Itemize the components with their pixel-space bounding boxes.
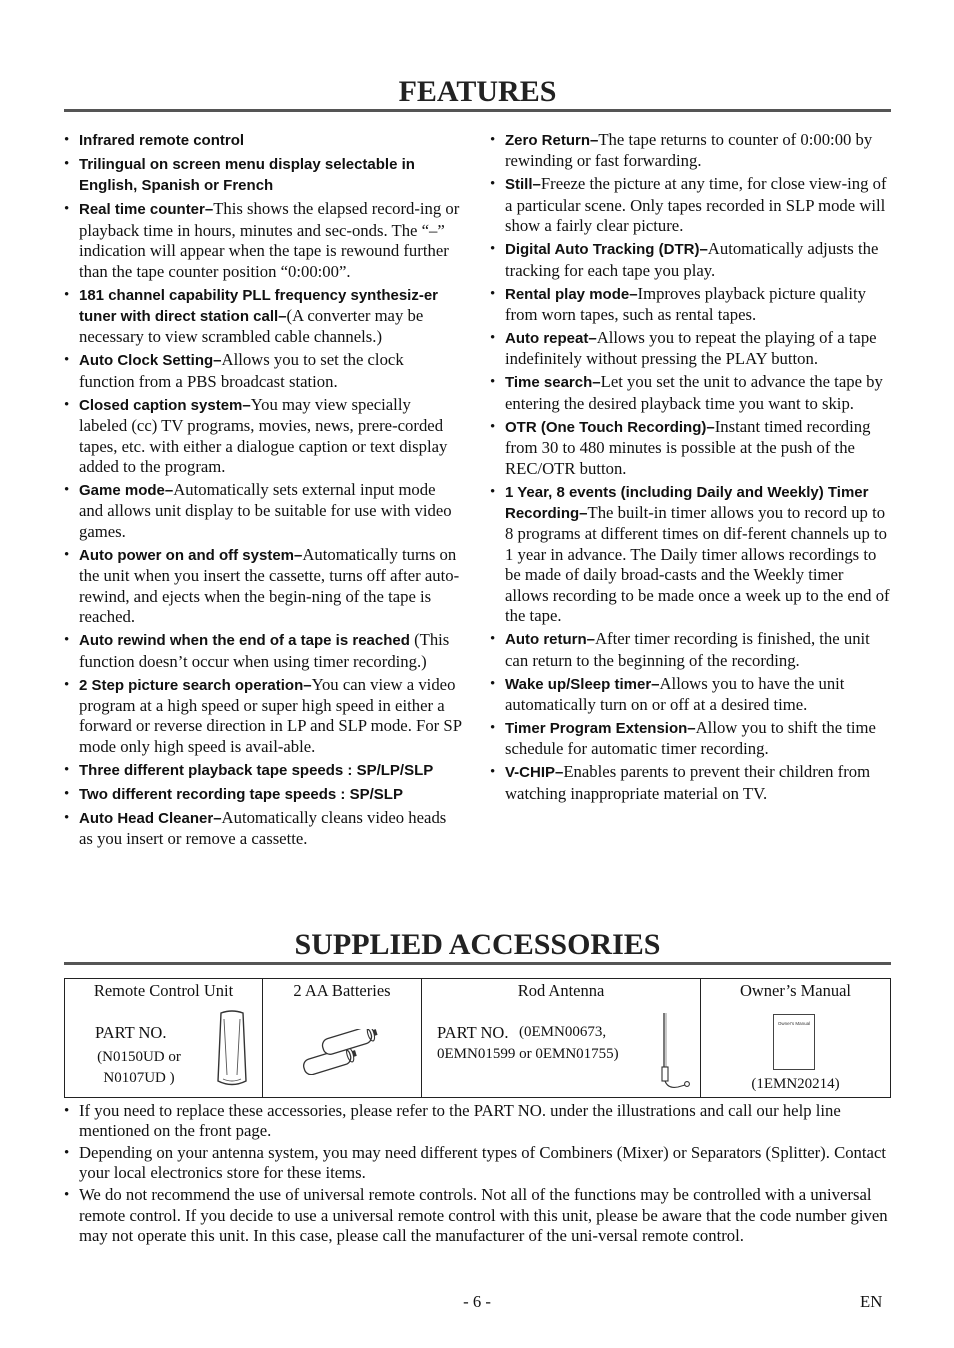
feature-name: 181 channel capability PLL frequency synthesiz-er tuner with direct station call– — [79, 286, 439, 326]
feature-item — [490, 674, 891, 716]
feature-name: 1 Year, 8 events (including Daily and Weekly) Timer Recording– — [505, 483, 869, 523]
features-right-list — [490, 130, 891, 807]
feature-description: Instant timed recording from 30 to 480 minutes is possible at the push of the REC/OTR button. — [505, 416, 871, 478]
feature-item — [64, 675, 463, 758]
feature-item — [64, 760, 463, 781]
feature-item — [64, 130, 463, 151]
feature-item — [490, 130, 891, 172]
feature-description: Automatically cleans video heads as you insert or remove a cassette. — [79, 807, 447, 849]
feature-name: Zero Return– — [505, 132, 599, 149]
feature-description: The tape returns to counter of 0:00:00 by rewinding or fast forwarding. — [505, 130, 873, 171]
feature-description: You may view specially labeled (cc) TV programs, movies, news, prere-corded tapes, etc. with either a dialogue caption or text display added to the program. — [79, 394, 448, 477]
feature-name: Auto repeat– — [505, 330, 597, 348]
feature-item — [64, 285, 463, 348]
feature-name: Auto rewind when the end of a tape is reached — [79, 632, 410, 650]
feature-description: This shows the elapsed record-ing or playback time in hours, minutes and sec-onds. The “–” indication will appear when the tape is rewound further than the tape counter position “0:00:00”. — [79, 199, 460, 281]
feature-item — [490, 239, 891, 281]
feature-description: Enables parents to prevent their children from watching inappropriate material on TV. — [505, 762, 871, 803]
feature-item — [64, 545, 463, 628]
feature-item — [490, 284, 891, 326]
feature-name: Digital Auto Tracking (DTR)– — [505, 241, 708, 259]
feature-description: (A converter may be necessary to view scrambled cable channels.) — [79, 306, 424, 347]
accessories-rule — [64, 962, 891, 965]
feature-description: (This function doesn’t occur when using timer recording.) — [79, 630, 450, 671]
feature-description: Improves playback picture quality from worn tapes, such as rental tapes. — [505, 283, 866, 325]
accessory-notes — [64, 1101, 891, 1248]
feature-description: Let you set the unit to advance the tape by entering the desired playback time you want to skip. — [505, 372, 883, 413]
page-number: - 6 - — [463, 1292, 491, 1311]
accessory-remote — [65, 979, 263, 1098]
feature-item — [490, 718, 891, 760]
feature-name: Auto Clock Setting– — [79, 352, 222, 370]
feature-name: Two different recording tape speeds : SP/SLP — [79, 785, 403, 803]
feature-description: Allows you to have the unit automatically turn on or off at a desired time. — [505, 673, 845, 714]
manual-name: Owner’s Manual — [739, 981, 852, 1000]
features-left-list — [64, 130, 463, 852]
feature-name: Rental play mode– — [505, 285, 638, 303]
feature-name: OTR (One Touch Recording)– — [505, 418, 715, 436]
feature-item — [490, 482, 891, 627]
feature-name: Auto Head Cleaner– — [79, 809, 222, 827]
remote-part-label: PART NO. — [95, 1023, 167, 1042]
feature-item — [490, 417, 891, 479]
feature-name: Three different playback tape speeds : SP/LP/SLP — [79, 761, 434, 779]
language-code: EN — [860, 1292, 883, 1311]
feature-name: Real time counter– — [79, 201, 214, 219]
feature-item — [490, 372, 891, 414]
feature-name: Trilingual on screen menu display selectable in English, Spanish or French — [79, 156, 415, 195]
feature-item — [490, 174, 891, 236]
features-title: FEATURES — [398, 75, 557, 108]
feature-item — [64, 199, 463, 282]
antenna-icon — [654, 1011, 694, 1093]
feature-description: Automatically adjusts the tracking for each tape you play. — [505, 239, 879, 280]
feature-description: You can view a video program at a high speed or super high speed in either a forward or reverse direction in LP and SLP mode. For SP mode only high speed is avail-able. — [79, 674, 462, 756]
feature-description: Automatically turns on the unit when you insert the cassette, turns off after auto-rewind, and ejects when the begin-ning of the tape is reached. — [79, 544, 460, 627]
feature-name: Infrared remote control — [79, 132, 245, 149]
feature-name: V-CHIP– — [505, 764, 564, 782]
feature-description: Automatically sets external input mode and allows unit display to be suitable for use with video games. — [79, 480, 452, 541]
feature-name: Closed caption system– — [79, 396, 251, 414]
accessory-antenna — [422, 979, 701, 1098]
batteries-icon — [295, 1029, 389, 1075]
feature-description: The built-in timer allows you to record up to 8 programs at different times on dif-ferent channels up to 1 year in advance. The Daily timer allows recordings to be made of daily broad-casts and the Weekly timer allows recording to be made once a week up to the end of the tape. — [505, 503, 890, 626]
feature-item — [64, 154, 463, 197]
feature-description: Freeze the picture at any time, for close view-ing of a particular scene. Only tapes recorded in SLP mode will show a fairly clear picture. — [505, 174, 887, 236]
remote-part-numbers: (N0150UD or N0107UD ) — [97, 1049, 181, 1086]
antenna-part-numbers-1: (0EMN00673, — [519, 1024, 607, 1040]
feature-item — [64, 480, 463, 542]
feature-description: Allows you to set the clock function from a PBS broadcast station. — [79, 350, 404, 391]
remote-name: Remote Control Unit — [93, 981, 234, 1000]
feature-item — [64, 630, 463, 672]
feature-name: Timer Program Extension– — [505, 719, 696, 737]
accessory-batteries — [263, 979, 422, 1098]
feature-item — [490, 328, 891, 370]
feature-item — [490, 629, 891, 671]
note-item: • If you need to replace these accessories, please refer to the PART NO. under the illustrations and call our help line mentioned on the front page. — [64, 1101, 891, 1141]
feature-description: Allow you to shift the time schedule for automatic timer recording. — [505, 717, 876, 759]
feature-name: Auto power on and off system– — [79, 546, 303, 564]
feature-item — [490, 762, 891, 804]
accessory-manual — [701, 979, 891, 1098]
feature-name: Still– — [505, 176, 541, 194]
feature-name: Game mode– — [79, 482, 174, 500]
feature-name: Auto return– — [505, 631, 595, 649]
note-item: • Depending on your antenna system, you may need different types of Combiners (Mixer) or Separators (Splitter). Contact your local electronics store for these items. — [64, 1143, 891, 1183]
note-item: • We do not recommend the use of universal remote controls. Not all of the functions may be controlled with a universal remote control. If you decide to use a universal remote control with this unit, please be aware that the code number given may not operate this unit. In this case, please call the manufacturer of the uni-versal remote control. — [64, 1185, 891, 1246]
antenna-name: Rod Antenna — [517, 981, 605, 1000]
antenna-part-numbers-2: 0EMN01599 or 0EMN01755) — [437, 1046, 619, 1062]
manual-book-icon — [773, 1014, 815, 1070]
antenna-part-label: PART NO. — [437, 1023, 509, 1042]
feature-item — [64, 808, 463, 850]
feature-item — [64, 350, 463, 392]
feature-name: Wake up/Sleep timer– — [505, 675, 660, 693]
feature-name: 2 Step picture search operation– — [79, 676, 312, 694]
batteries-name: 2 AA Batteries — [293, 981, 391, 1000]
features-rule — [64, 109, 891, 112]
accessories-title: SUPPLIED ACCESSORIES — [294, 928, 661, 961]
remote-control-icon — [215, 1009, 249, 1089]
feature-item — [64, 784, 463, 805]
feature-description: Allows you to repeat the playing of a tape indefinitely without pressing the PLAY button. — [505, 328, 877, 369]
feature-description: After timer recording is finished, the unit can return to the beginning of the recording. — [505, 629, 870, 670]
manual-part-number: (1EMN20214) — [751, 1076, 840, 1092]
feature-name: Time search– — [505, 374, 601, 392]
manual-cover-text: Owner's Manual — [777, 1021, 811, 1026]
feature-item — [64, 395, 463, 478]
accessories-table — [64, 978, 891, 1098]
